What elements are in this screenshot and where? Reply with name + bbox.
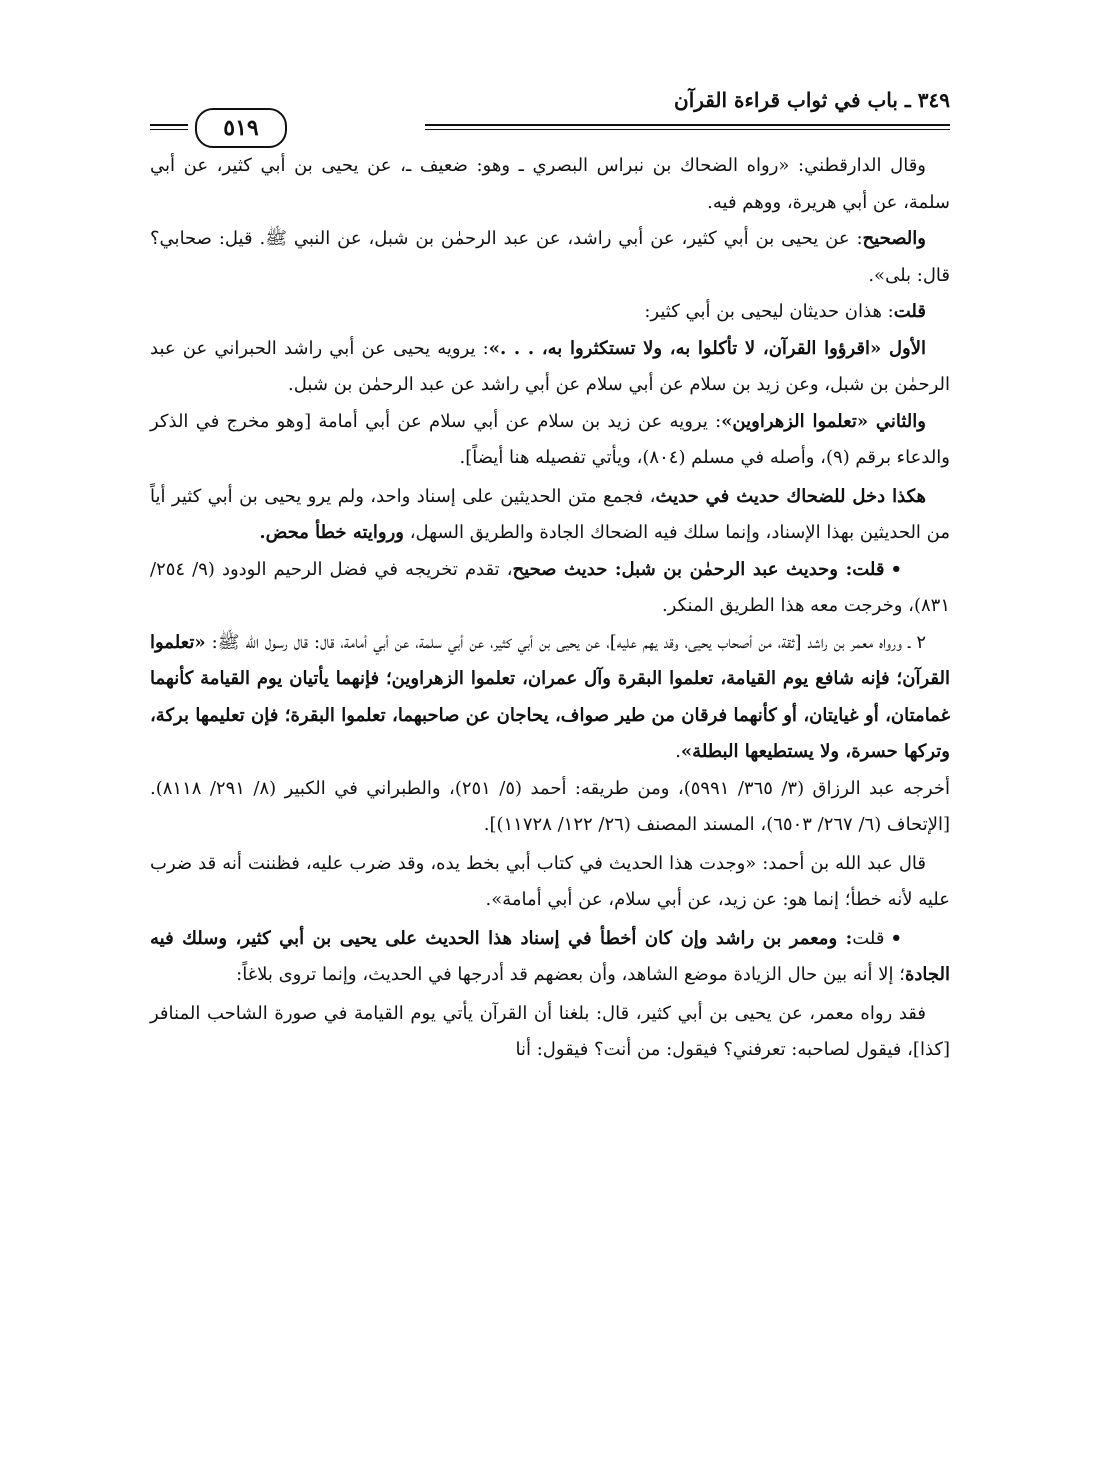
text-segment: : يرويه عن زيد بن سلام عن أبي سلام عن أبي أمامة [وهو مخرج في الذكر والدعاء برقم (٩)، وأصله في مسلم (٨٠٤)، ويأتي تفصيله هنا أيضاً]. [150,410,950,468]
text-segment: فقد رواه معمر، عن يحيى بن أبي كثير، قال: بلغنا أن القرآن يأتي يوم القيامة في صورة الشاحب المنافر [كذا]، فيقول لصاحبه: تعرفني؟ فيقول: من أنت؟ فيقول: أنا [150,1002,950,1060]
text-segment: : عن يحيى بن أبي كثير، عن أبي راشد، عن عبد الرحمٰن بن شبل، عن النبي ﷺ. قيل: صحابي؟ قال: بلى». [150,228,950,286]
text-segment: قال عبد الله بن أحمد: «وجدت هذا الحديث في كتاب أبي بخط يده، وقد ضرب عليه، فظننت أنه قد ضرب عليه لأنه خطأ؛ إنما هو: عن زيد، عن أبي سلام، عن أبي أمامة». [150,852,950,910]
text-segment: ، فجمع متن الحديثين على إسناد واحد، ولم يرو يحيى بن أبي كثير أياً من الحديثين بهذا الإسناد، وإنما سلك فيه الضحاك الجادة والطريق السهل، [150,485,950,543]
paragraph [150,148,950,221]
text-segment: ٢ ـ ورواه معمر بن راشد [ثقة، من أصحاب يحيى، وقد يهم عليه]، عن يحيى بن أبي كثير، عن أبي سلمة، عن أبي أمامة، قال: قال رسول الله ﷺ: [205,631,926,653]
header-rule-left [150,124,188,130]
text-segment: أخرجه عبد الرزاق (٣/ ٣٦٥/ ٥٩٩١)، ومن طريقه: أحمد (٥/ ٢٥١)، والطبراني في الكبير (٨/ ٢٩١/ ٨١١٨). [الإتحاف (٦/ ٢٦٧/ ٦٥٠٣)، المسند المصنف (٢٦/ ١٢٢/ ١١٧٢٨)]. [150,777,950,835]
paragraph [150,846,950,919]
bold-text-segment: الأول «اقرؤوا القرآن، لا تأكلوا به، ولا تستكثروا به، . . .» [488,337,927,359]
page [150,78,950,1408]
text-segment: : يرويه يحيى عن أبي راشد الحبراني عن عبد الرحمٰن بن شبل، وعن زيد بن سلام عن أبي سلام عن أبي راشد عن عبد الرحمٰن بن شبل. [150,337,950,395]
chapter-title: ٣٤٩ ـ باب في ثواب قراءة القرآن [674,88,950,112]
body-text [150,148,950,1069]
text-segment: : هذان حديثان ليحيى بن أبي كثير: [644,301,894,322]
text-segment: ؛ إلا أنه بين حال الزيادة موضع الشاهد، وأن بعضهم قد أدرجها في الحديث، وإنما تروى بلاغاً: [236,964,905,985]
paragraph [150,479,950,552]
bold-text-segment: هكذا دخل للضحاك حديث في حديث [655,485,926,507]
bold-text-segment: : ومعمر بن راشد وإن كان أخطأ في إسناد هذا الحديث على يحيى بن أبي كثير، وسلك فيه الجادة [150,927,950,985]
bold-text-segment: والثاني «تعلموا الزهراوين» [721,410,926,432]
bullet-marker: • [890,558,902,580]
text-segment: وقال الدارقطني: «رواه الضحاك بن نبراس البصري ـ وهو: ضعيف ـ، عن يحيى بن أبي كثير، عن أبي سلمة، عن أبي هريرة، ووهم فيه. [150,155,950,213]
paragraph [150,221,950,294]
paragraph [150,404,950,477]
bold-text-segment: والصحيح [862,228,926,249]
paragraph [150,996,950,1069]
text-segment: ، تقدم تخريجه في فضل الرحيم الودود (٩/ ٢٥٤/ ٨٣١)، وخرجت معه هذا الطريق المنكر. [150,558,950,616]
text-segment: قلت [852,927,885,949]
paragraph [150,921,950,994]
bold-text-segment: قلت: وحديث عبد الرحمٰن بن شبل: حديث صحيح [512,558,885,580]
running-head [150,78,950,148]
paragraph [150,552,950,625]
bold-text-segment: وروايته خطأ محض. [259,522,404,543]
page-number: ٥١٩ [195,108,287,148]
paragraph [150,625,950,771]
bullet-marker: • [890,927,902,949]
paragraph [150,771,950,844]
text-segment: . [675,741,681,762]
bold-text-segment: قلت [893,301,926,322]
header-rule-right [425,124,950,130]
bold-text-segment: «تعلموا القرآن؛ فإنه شافع يوم القيامة، تعلموا البقرة وآل عمران، تعلموا الزهراوين؛ فإنهما يأتيان يوم القيامة كأنهما غمامتان، أو غيايتان، أو كأنهما فرقان من طير صواف، يحاجان عن صاحبهما، تعلموا البقرة؛ فإن تعليمها بركة، وتركها حسرة، ولا يستطيعها البطلة» [150,631,950,762]
paragraph [150,294,950,331]
paragraph [150,331,950,404]
